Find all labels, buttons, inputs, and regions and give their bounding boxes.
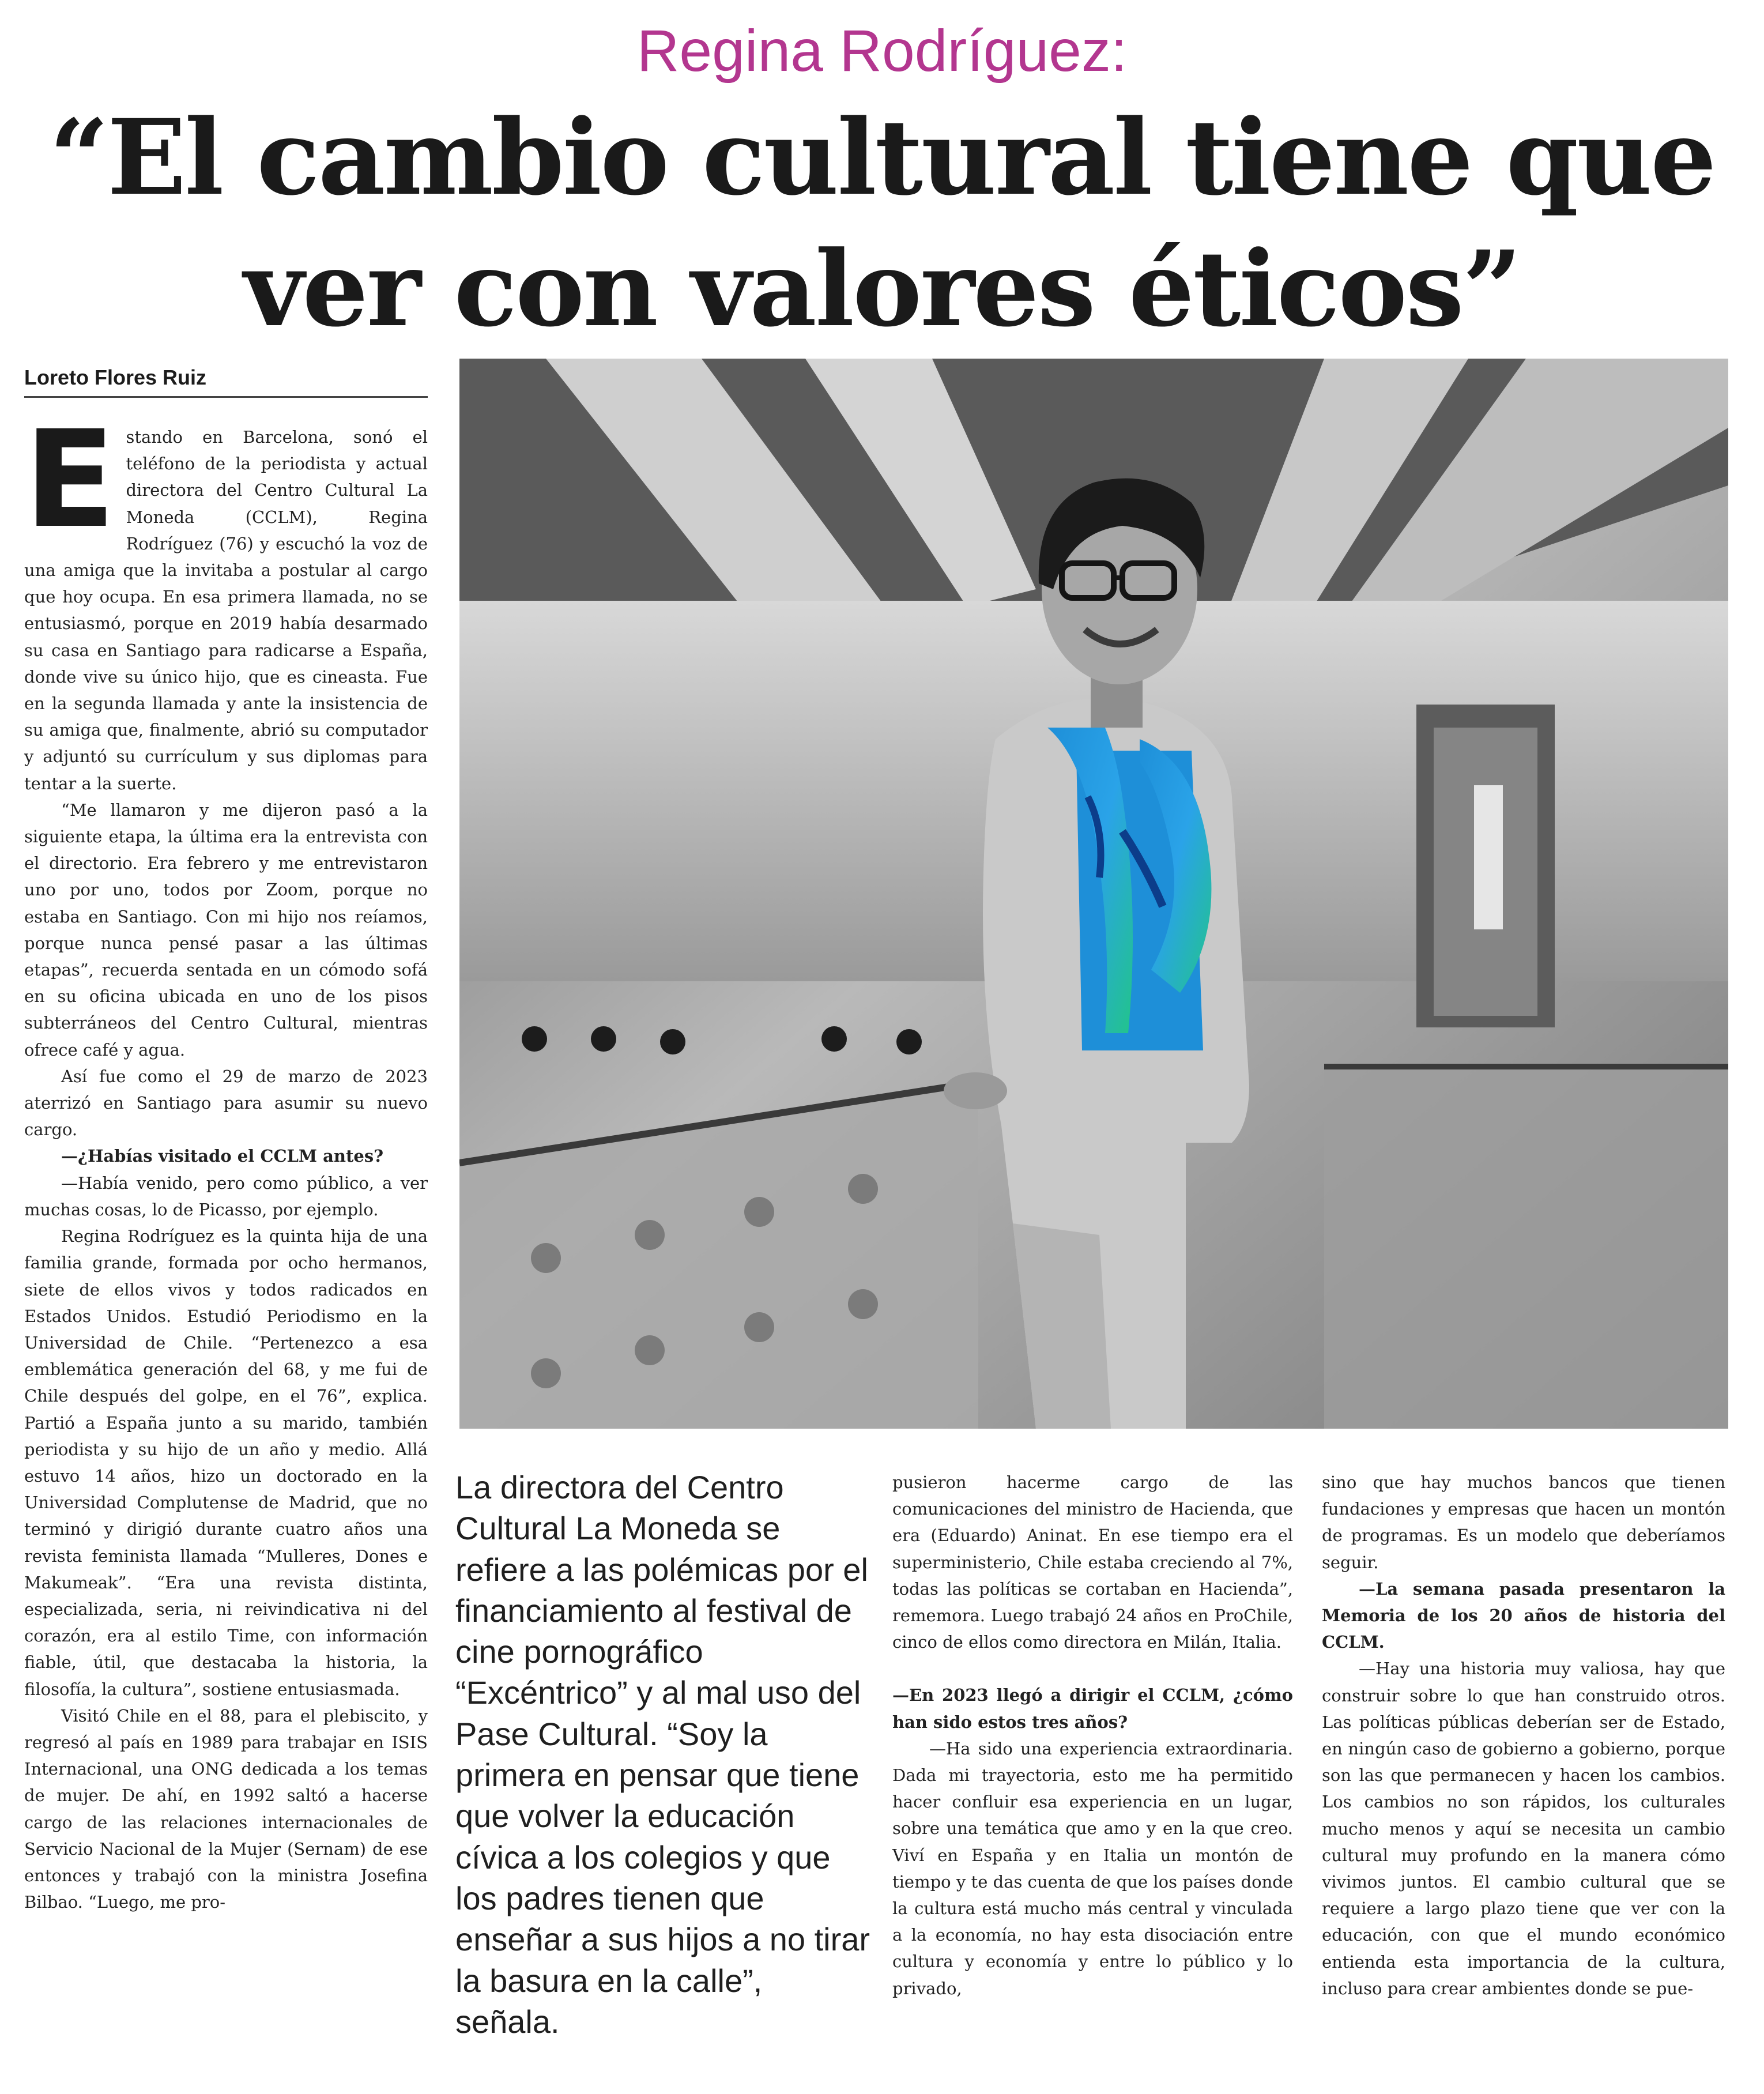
interview-question: —La semana pasada presentaron la Memoria de los 20 años de historia del CCLM.: [1322, 1579, 1725, 1652]
lead-text: stando en Barcelona, sonó el teléfono de la periodista y actual directora del Centro Cultural La Moneda (CCLM), Regina Rodríguez (76) y escuchó la voz de una amiga que la invitaba a postular al cargo que hoy ocupa. En esa primera llamada, no se entusiasmó, porque en 2019 había desarmado su casa en Santiago para radicarse a España, donde vive su único hijo, que es cineasta. Fue en la segunda llamada y ante la insistencia de su amiga que, finalmente, abrió su computador y adjuntó su currículum y sus diplomas para tentar a la suerte.: [24, 427, 428, 793]
body-paragraph: sino que hay muchos bancos que tienen fundaciones y empresas que hacen un montón de programas. Es un modelo que deberíamos seguir.: [1322, 1472, 1725, 1572]
drop-cap: E: [24, 402, 116, 558]
body-column-1: [24, 402, 428, 1915]
body-paragraph: pusieron hacerme cargo de las comunicaciones del ministro de Hacienda, que era (Eduardo) Aninat. En ese tiempo era el superministerio, Chile estaba creciendo al 7%, todas las políticas se cortaban en Hacienda”, rememora. Luego trabajó 24 años en ProChile, cinco de ellos como directora en Milán, Italia.: [892, 1472, 1293, 1652]
interview-answer: —Había venido, pero como público, a ver muchas cosas, lo de Picasso, por ejemplo.: [24, 1173, 428, 1219]
photo-illustration: [459, 359, 1728, 1429]
interview-answer: —Ha sido una experiencia extraordinaria. Dada mi trayectoria, esto me ha permitido hacer confluir esa experiencia en un lugar, sobre una temática que amo y en la que creo. Viví en España y en Italia un montón de tiempo y te das cuenta de que los países donde la cultura está mucho más central y vinculada a la economía, no hay esta disociación entre cultura y economía y entre lo público y lo privado,: [892, 1738, 1293, 1998]
interview-question: —En 2023 llegó a dirigir el CCLM, ¿cómo han sido estos tres años?: [892, 1685, 1293, 1732]
body-paragraph: Visitó Chile en el 88, para el plebiscito, y regresó al país en 1989 para trabajar en ISIS Internacional, una ONG dedicada a los temas de mujer. De ahí, en 1992 saltó a hacerse cargo de las relaciones internacionales de Servicio Nacional de la Mujer (Sernam) de ese entonces y trabajó con la ministra Josefina Bilbao. “Luego, me pro-: [24, 1705, 428, 1912]
portrait-photo: [459, 359, 1728, 1429]
pull-quote: La directora del Centro Cultural La Moneda se refiere a las polémicas por el financiamiento al festival de cine pornográfico “Excéntrico” y al mal uso del Pase Cultural. “Soy la primera en pensar que tiene que volver la educación cívica a los colegios y que los padres tienen que enseñar a sus hijos a no tirar la basura en la calle”, señala.: [455, 1469, 870, 2040]
byline: Loreto Flores Ruiz: [24, 361, 428, 398]
body-paragraph: Así fue como el 29 de marzo de 2023 aterrizó en Santiago para asumir su nuevo cargo.: [24, 1066, 428, 1140]
interview-question: —¿Habías visitado el CCLM antes?: [61, 1146, 384, 1166]
body-paragraph: Regina Rodríguez es la quinta hija de una familia grande, formada por ocho hermanos, siete de ellos vivos y todos radicados en Estados Unidos. Estudió Periodismo en la Universidad de Chile. “Pertenezco a esa emblemática generación del 68, y me fui de Chile después del golpe, en el 76”, explica. Partió a España junto a su marido, también periodista y su hijo de un año y medio. Allá estuvo 14 años, hizo un doctorado en la Universidad Complutense de Madrid, que no terminó y dirigió durante cuatro años una revista feminista llamada “Mulleres, Dones e Makumeak”. “Era una revista distinta, especializada, seria, ni reivindicativa ni del corazón, era al estilo Time, con información fiable, útil, que destacaba la historia, la filosofía, la cultura”, sostiene entusiasmada.: [24, 1226, 428, 1699]
lead-paragraph: [24, 402, 428, 797]
body-column-3: [892, 1469, 1293, 2002]
interview-answer: —Hay una historia muy valiosa, hay que construir sobre lo que han construido otros. Las políticas públicas deberían ser de Estado, en ningún caso de gobierno a gobierno, porque son las que permanecen y hacen los cambios. Los cambios no son rápidos, los culturales mucho menos y aquí se necesita un cambio cultural muy profundo en la manera cómo vivimos juntos. El cambio cultural que se requiere a largo plazo tiene que ver con la educación, con que el mundo económico entienda esta importancia de la cultura, incluso para crear ambientes donde se pue-: [1322, 1659, 1725, 1998]
body-paragraph: “Me llamaron y me dijeron pasó a la siguiente etapa, la última era la entrevista con el directorio. Era febrero y me entrevistaron uno por uno, todos por Zoom, porque no estaba en Santiago. Con mi hijo nos reíamos, porque nunca pensé pasar a las últimas etapas”, recuerda sentada en un cómodo sofá en su oficina ubicada en uno de los pisos subterráneos del Centro Cultural, mientras ofrece café y agua.: [24, 800, 428, 1060]
article-headline: “El cambio cultural tiene que ver con valores éticos”: [49, 97, 1715, 350]
body-column-4: [1322, 1469, 1725, 2002]
article-kicker: Regina Rodríguez:: [636, 18, 1128, 84]
